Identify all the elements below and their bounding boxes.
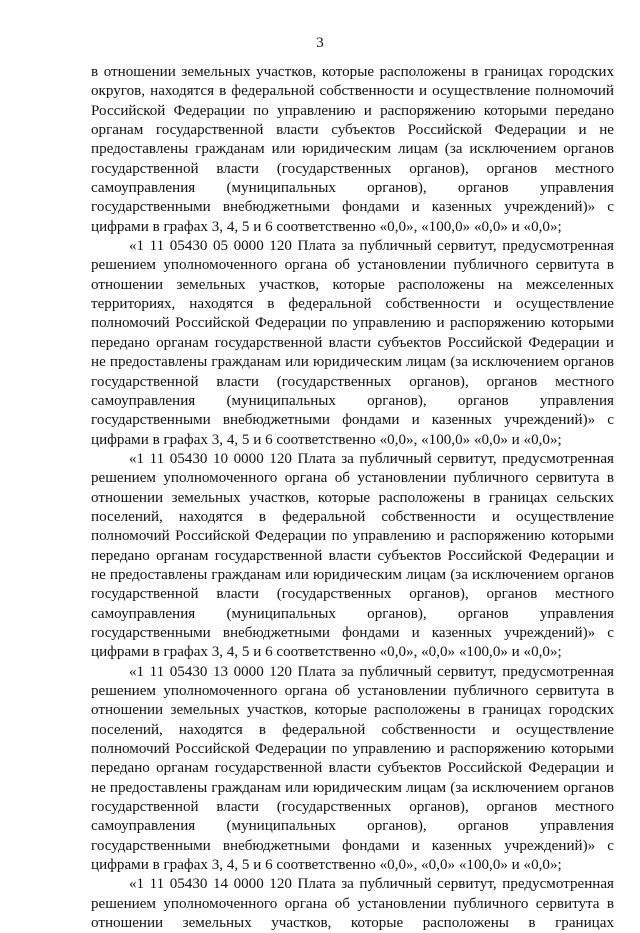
paragraph-code-05430-05: «1 11 05430 05 0000 120 Плата за публичный сервитут, предусмотренная решением уполномоченного органа об установлении публичного сервитута в отношении земельных участков, которые расположены на межселенных территориях, находятся в федеральной собственности и осуществление полномочий Российской Федерации по управлению и распоряжению которыми передано органам государственной власти субъектов Российской Федерации и не предоставлены гражданам или юридическим лицам (за исключением органов государственной власти (государственных органов), органов местного самоуправления (муниципальных органов), органов управления государственными внебюджетными фондами и казенных учреждений)» с цифрами в графах 3, 4, 5 и 6 соответственно «0,0», «100,0» «0,0» и «0,0»; [91, 238, 614, 448]
paragraph-code-05430-10: «1 11 05430 10 0000 120 Плата за публичный сервитут, предусмотренная решением уполномоченного органа об установлении публичного сервитута в отношении земельных участков, которые расположены в границах сельских поселений, находятся в федеральной собственности и осуществление полномочий Российской Федерации по управлению и распоряжению которыми передано органам государственной власти субъектов Российской Федерации и не предоставлены гражданам или юридическим лицам (за исключением органов государственной власти (государственных органов), органов местного самоуправления (муниципальных органов), органов управления государственными внебюджетными фондами и казенных учреждений)» с цифрами в графах 3, 4, 5 и 6 соответственно «0,0», «0,0» «100,0» и «0,0»; [91, 450, 614, 661]
paragraph-code-05430-14: «1 11 05430 14 0000 120 Плата за публичный сервитут, предусмотренная решением уполномоченного органа об установлении публичного сервитута в отношении земельных участков, которые расположены в границах [91, 876, 614, 932]
paragraph-code-05430-13: «1 11 05430 13 0000 120 Плата за публичный сервитут, предусмотренная решением уполномоченного органа об установлении публичного сервитута в отношении земельных участков, которые расположены в границах городских поселений, находятся в федеральной собственности и осуществление полномочий Российской Федерации по управлению и распоряжению которыми передано органам государственной власти субъектов Российской Федерации и не предоставлены гражданам или юридическим лицам (за исключением органов государственной власти (государственных органов), органов местного самоуправления (муниципальных органов), органов управления государственными внебюджетными фондами и казенных учреждений)» с цифрами в графах 3, 4, 5 и 6 соответственно «0,0», «0,0» «100,0» и «0,0»; [91, 663, 614, 874]
document-body [91, 63, 614, 933]
page-number: 3 [316, 35, 324, 51]
paragraph-continuation: в отношении земельных участков, которые расположены в границах городских округов, находятся в федеральной собственности и осуществление полномочий Российской Федерации по управлению и распоряжению которыми передано органам государственной власти субъектов Российской Федерации и не предоставлены гражданам или юридическим лицам (за исключением органов государственной власти (государственных органов), органов местного самоуправления (муниципальных органов), органов управления государственными внебюджетными фондами и казенных учреждений)» с цифрами в графах 3, 4, 5 и 6 соответственно «0,0», «100,0» «0,0» и «0,0»; [91, 64, 614, 235]
